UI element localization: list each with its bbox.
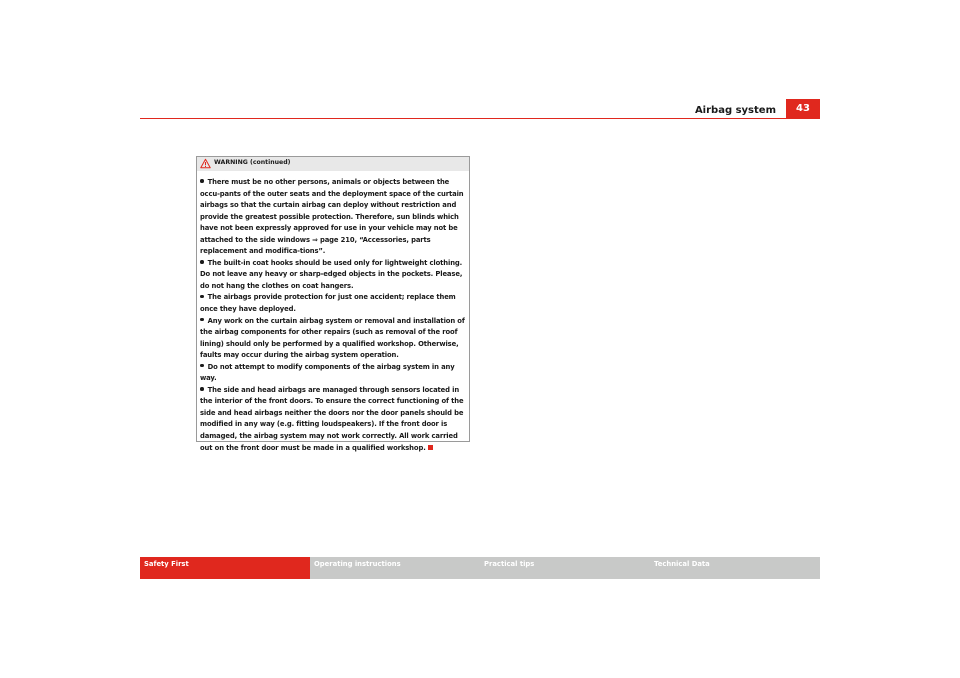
warning-item — [200, 316, 466, 362]
bullet-icon — [200, 364, 204, 368]
header-rule — [140, 118, 820, 119]
chapter-title: Airbag system — [694, 105, 776, 116]
warning-body — [197, 171, 469, 454]
tab-technical-data[interactable]: Technical Data — [650, 557, 820, 579]
bullet-icon — [200, 260, 204, 264]
page-number: 43 — [786, 99, 820, 119]
tab-safety-first[interactable]: Safety First — [140, 557, 310, 579]
warning-item — [200, 292, 466, 315]
tab-operating-instructions[interactable]: Operating instructions — [310, 557, 480, 579]
end-of-section-icon — [428, 445, 433, 450]
warning-item-text: There must be no other persons, animals or objects between the occu-pants of the outer seats and the deployment space of the curtain airbags so that the curtain airbag can deploy without restriction and provide the greatest possible protection. Therefore, sun blinds which have not been expressly approved for use in your vehicle may not be attached to the side windows — [200, 178, 464, 244]
warning-header — [197, 157, 469, 171]
page-reference-link[interactable]: page 210, “Accessories, parts replacement and modifica-tions”. — [200, 235, 431, 256]
bullet-icon — [200, 179, 204, 183]
warning-item-text: Do not attempt to modify components of the airbag system in any way. — [200, 362, 455, 383]
bullet-icon — [200, 387, 204, 391]
warning-item-text: The airbags provide protection for just one accident; replace them once they have deployed. — [200, 293, 456, 314]
warning-item — [200, 362, 466, 385]
bullet-icon — [200, 295, 204, 299]
tab-practical-tips[interactable]: Practical tips — [480, 557, 650, 579]
arrow-icon: ⇒ — [312, 235, 318, 244]
warning-item-text: The built-in coat hooks should be used only for lightweight clothing. Do not leave any heavy or sharp-edged objects in the pockets. Please, do not hang the clothes on coat hangers. — [200, 258, 463, 290]
warning-item — [200, 385, 466, 454]
warning-item — [200, 258, 466, 293]
warning-item — [200, 177, 466, 258]
warning-triangle-icon — [200, 158, 211, 169]
warning-box — [196, 156, 470, 452]
bullet-icon — [200, 318, 204, 322]
warning-title: WARNING (continued) — [214, 159, 291, 166]
warning-item-text: Any work on the curtain airbag system or removal and installation of the airbag components for other repairs (such as removal of the roof lining) should only be performed by a qualified workshop. Otherwise, faults may occur during the airbag system operation. — [200, 316, 465, 360]
warning-item-text: The side and head airbags are managed through sensors located in the interior of the front doors. To ensure the correct functioning of the side and head airbags neither the doors nor the door panels should be modified in any way (e.g. fitting loudspeakers). If the front door is damaged, the airbag system may not work correctly. All work carried out on the front door must be made in a qualified workshop. — [200, 385, 464, 452]
